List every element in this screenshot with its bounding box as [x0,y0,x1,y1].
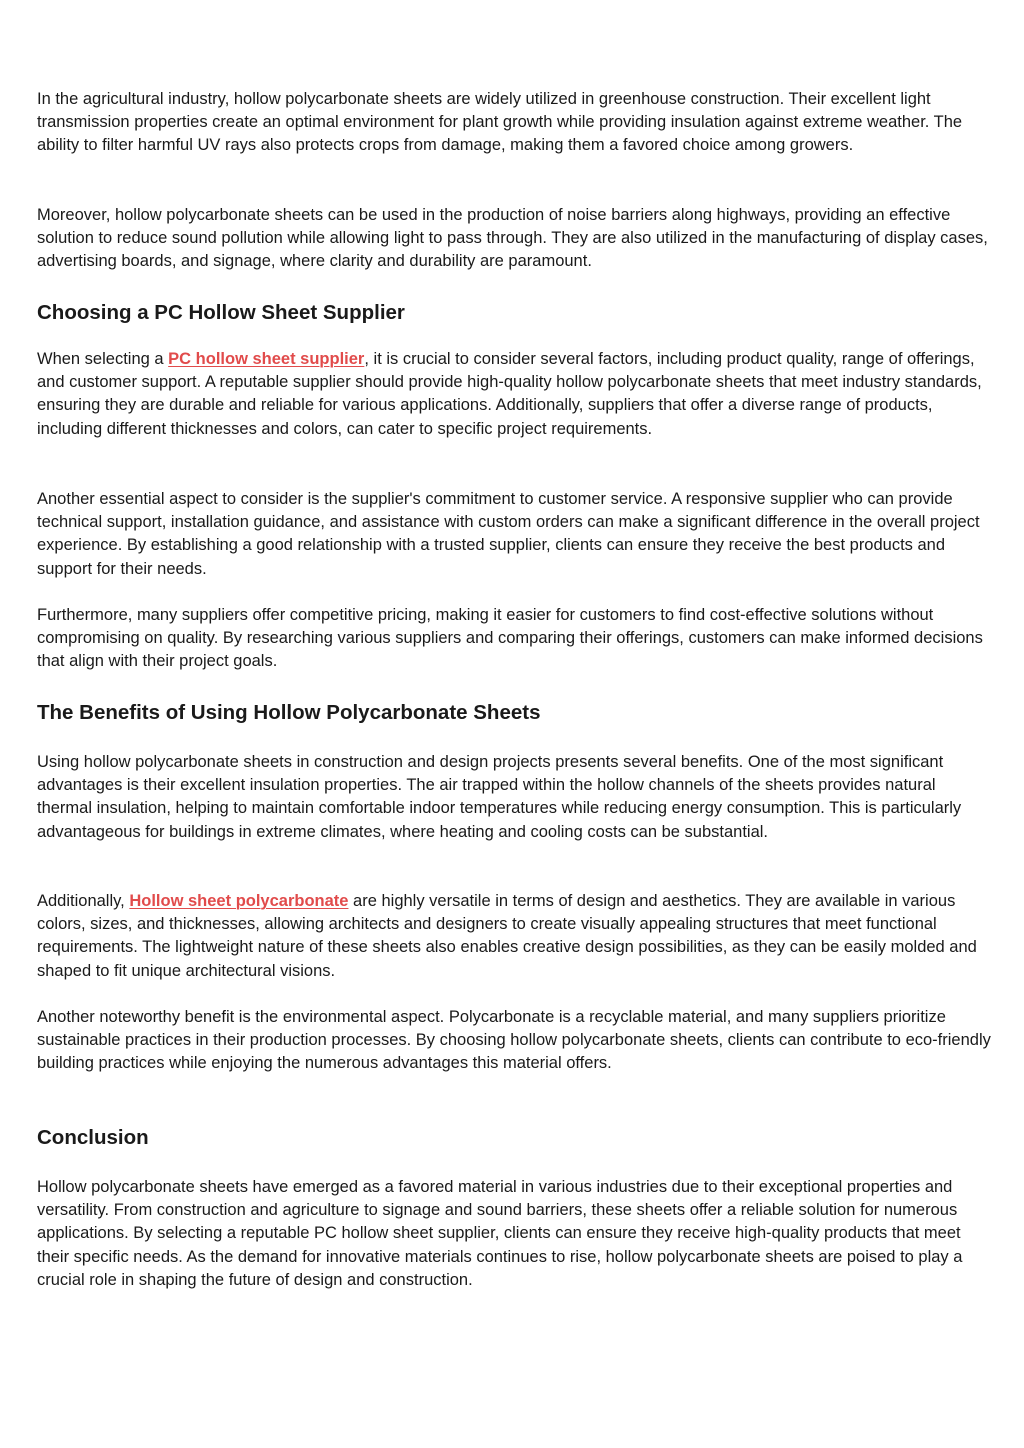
heading-conclusion: Conclusion [37,1126,149,1149]
paragraph-selecting-text-start: When selecting a [37,350,169,368]
paragraph-design-text-end: are highly versatile in terms of design and aesthetics. They are available in various colors, sizes, and thicknesses, allowing architects and designers to create visually appealing structures that meet functional requirements. The lightweight nature of these sheets also enables creative design possibilities, as they can be easily molded and shaped to fit unique architectural visions. [37,892,977,980]
heading-benefits: The Benefits of Using Hollow Polycarbonate Sheets [37,701,541,724]
paragraph-pricing: Furthermore, many suppliers offer competitive pricing, making it easier for customers to find cost-effective solutions without compromising on quality. By researching various suppliers and comparing their offerings, customers can make informed decisions that align with their project goals. [37,606,983,671]
heading-choosing-supplier: Choosing a PC Hollow Sheet Supplier [37,301,405,324]
hollow-sheet-link[interactable]: Hollow sheet polycarbonate [129,892,349,910]
paragraph-conclusion: Hollow polycarbonate sheets have emerged as a favored material in various industries due to their exceptional properties and versatility. From construction and agriculture to signage and sound barriers, these sheets offer a reliable solution for numerous applications. By selecting a reputable PC hollow sheet supplier, clients can ensure they receive high-quality products that meet their specific needs. As the demand for innovative materials continues to rise, hollow polycarbonate sheets are poised to play a crucial role in shaping the future of design and construction. [37,1178,963,1289]
paragraph-insulation: Using hollow polycarbonate sheets in construction and design projects presents several benefits. One of the most significant advantages is their excellent insulation properties. The air trapped within the hollow channels of the sheets provides natural thermal insulation, helping to maintain comfortable indoor temperatures while reducing energy consumption. This is particularly advantageous for buildings in extreme climates, where heating and cooling costs can be substantial. [37,753,962,841]
paragraph-noise-barriers: Moreover, hollow polycarbonate sheets can be used in the production of noise barriers along highways, providing an effective solution to reduce sound pollution while allowing light to pass through. They are also utilized in the manufacturing of display cases, advertising boards, and signage, where clarity and durability are paramount. [37,206,988,271]
paragraph-customer-service: Another essential aspect to consider is the supplier's commitment to customer service. A responsive supplier who can provide technical support, installation guidance, and assistance with custom orders can make a significant difference in the overall project experience. By establishing a good relationship with a trusted supplier, clients can ensure they receive the best products and support for their needs. [37,490,980,578]
paragraph-agriculture: In the agricultural industry, hollow polycarbonate sheets are widely utilized in greenhouse construction. Their excellent light transmission properties create an optimal environment for plant growth while providing insulation against extreme weather. The ability to filter harmful UV rays also protects crops from damage, making them a favored choice among growers. [37,90,963,155]
paragraph-design [37,890,992,983]
paragraph-selecting-supplier [37,348,992,441]
paragraph-selecting-text-end: , it is crucial to consider several factors, including product quality, range of offerings, and customer support. A reputable supplier should provide high-quality hollow polycarbonate sheets that meet industry standards, ensuring they are durable and reliable for various applications. Additionally, suppliers that offer a diverse range of products, including different thicknesses and colors, can cater to specific project requirements. [37,350,982,438]
paragraph-design-text-start: Additionally, [37,892,130,910]
supplier-link[interactable]: PC hollow sheet supplier [168,350,365,368]
paragraph-environment: Another noteworthy benefit is the environmental aspect. Polycarbonate is a recyclable material, and many suppliers prioritize sustainable practices in their production processes. By choosing hollow polycarbonate sheets, clients can contribute to eco-friendly building practices while enjoying the numerous advantages this material offers. [37,1008,991,1073]
